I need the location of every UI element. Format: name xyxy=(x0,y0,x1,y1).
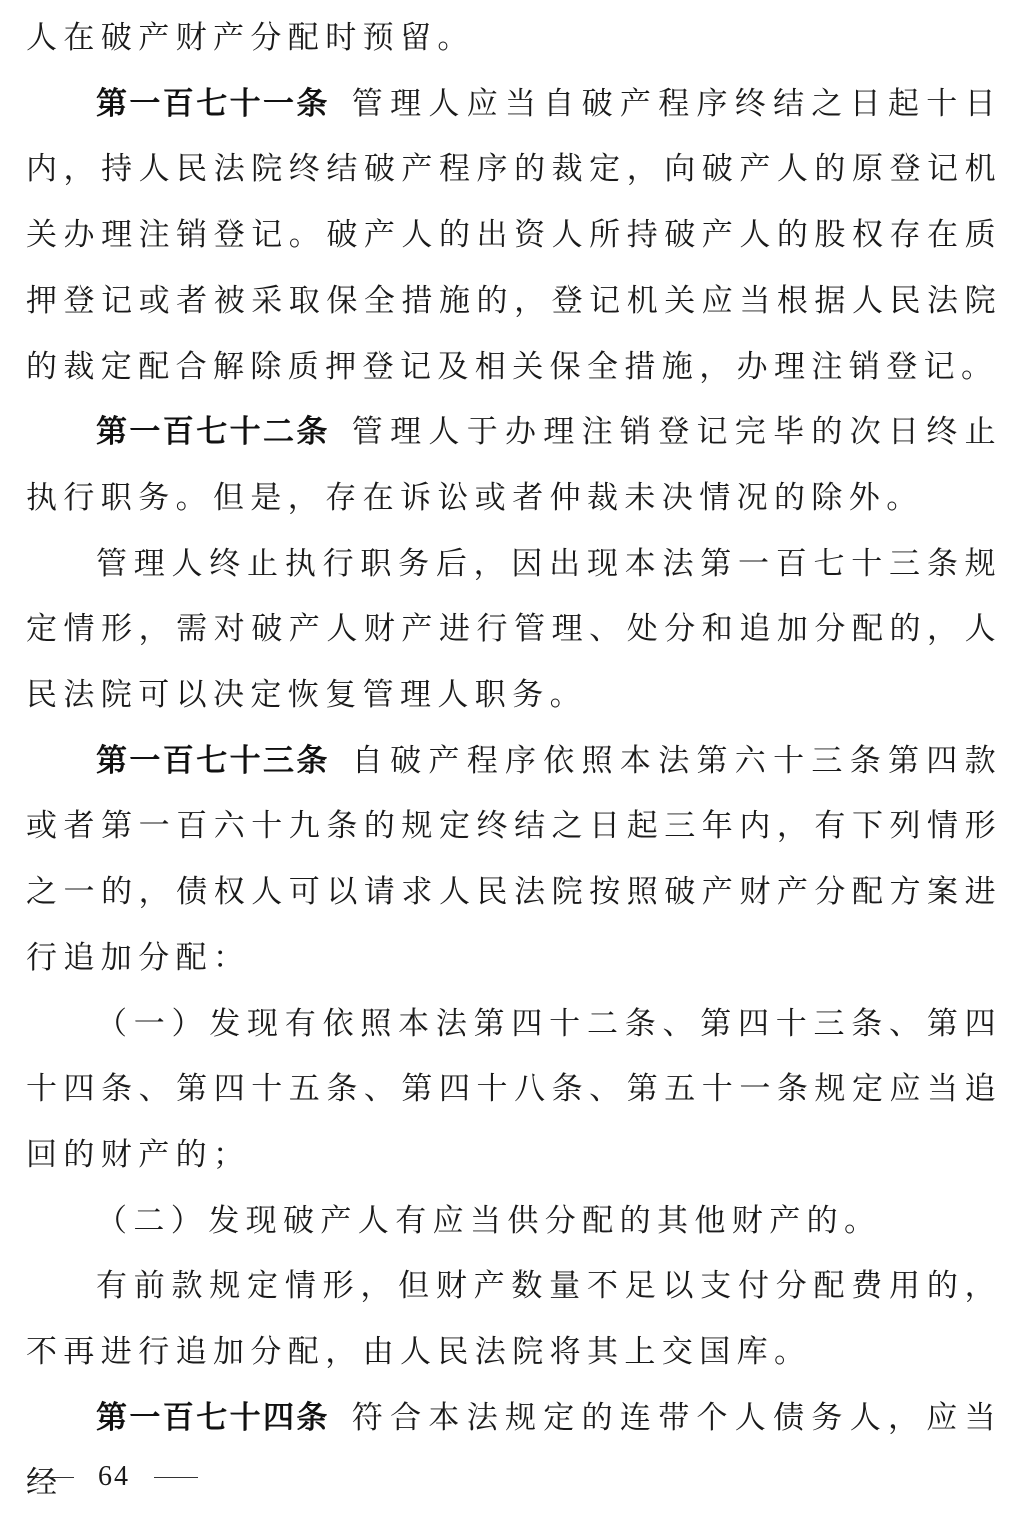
article-text: 自破产程序依照本法第六十三条第四款或者第一百六十九条的规定终结之日起三年内，有下列情形之一的，债权人可以请求人民法院按照破产财产分配方案进行追加分配： xyxy=(26,742,1002,976)
paragraph-text: （一）发现有依照本法第四十二条、第四十三条、第四十四条、第四十五条、第四十八条、第五十一条规定应当追回的财产的； xyxy=(26,1005,1002,1173)
document-body xyxy=(26,6,1002,1517)
article-title: 第一百七十四条 xyxy=(96,1399,330,1436)
article-171 xyxy=(26,72,1002,401)
article-173-item-2 xyxy=(26,1189,1002,1255)
footer-dash-right xyxy=(154,1477,198,1478)
article-title: 第一百七十三条 xyxy=(96,742,330,779)
article-173 xyxy=(26,729,1002,992)
paragraph-continuation xyxy=(26,6,1002,72)
footer-dash-left xyxy=(30,1477,74,1478)
article-174 xyxy=(26,1386,1002,1517)
article-172-paragraph-2 xyxy=(26,532,1002,729)
article-title: 第一百七十一条 xyxy=(96,85,330,122)
paragraph-text: 管理人终止执行职务后，因出现本法第一百七十三条规定情形，需对破产人财产进行管理、处分和追加分配的，人民法院可以决定恢复管理人职务。 xyxy=(26,545,1002,714)
paragraph-text: 人在破产财产分配时预留。 xyxy=(26,20,475,56)
article-172 xyxy=(26,400,1002,531)
paragraph-text: （二）发现破产人有应当供分配的其他财产的。 xyxy=(96,1202,882,1239)
article-title: 第一百七十二条 xyxy=(96,414,330,451)
article-text: 管理人于办理注销登记完毕的次日终止执行职务。但是，存在诉讼或者仲裁未决情况的除外。 xyxy=(26,414,1002,516)
page-footer xyxy=(30,1456,198,1497)
article-text: 符合本法规定的连带个人债务人，应当经 xyxy=(26,1399,1002,1502)
paragraph-text: 有前款规定情形，但财产数量不足以支付分配费用的，不再进行追加分配，由人民法院将其上交国库。 xyxy=(26,1268,1002,1371)
article-173-item-1 xyxy=(26,992,1002,1189)
article-173-paragraph-3 xyxy=(26,1254,1002,1385)
page-number: 64 xyxy=(98,1461,130,1492)
article-text: 管理人应当自破产程序终结之日起十日内，持人民法院终结破产程序的裁定，向破产人的原登记机关办理注销登记。破产人的出资人所持破产人的股权存在质押登记或者被采取保全措施的，登记机关应当根据人民法院的裁定配合解除质押登记及相关保全措施，办理注销登记。 xyxy=(26,85,1002,385)
